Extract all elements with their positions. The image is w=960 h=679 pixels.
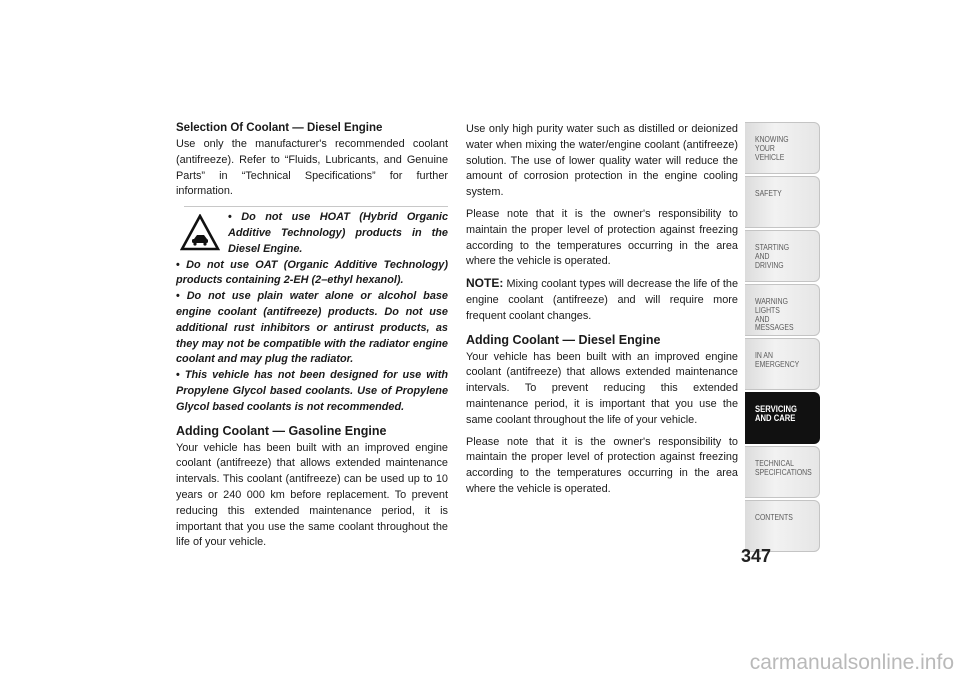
tab-contents[interactable]	[745, 500, 820, 552]
section-tabs	[745, 122, 820, 554]
tab-safety[interactable]	[745, 176, 820, 228]
tab-label: KNOWING YOUR VEHICLE	[755, 134, 789, 162]
tab-servicing-and-care[interactable]	[745, 392, 820, 444]
paragraph: Your vehicle has been built with an improved engine coolant (antifreeze) that allows extended maintenance intervals. This coolant (antifreeze) can be used up to 10 years or 240 000 km before replacement. To prevent reducing this extended maintenance period, it is important that you use the same coolant throughout the life of your vehicle.	[176, 441, 448, 549]
note-text: Mixing coolant types will decrease the life of the engine coolant (antifreeze) and will require more frequent coolant changes.	[466, 278, 738, 322]
warning-item: • This vehicle has not been designed for use with Propylene Glycol based coolants. Use of Propylene Glycol based coolants is not recommended.	[176, 369, 448, 413]
tab-knowing-your-vehicle[interactable]	[745, 122, 820, 174]
tab-warning-lights-and-messages[interactable]	[745, 284, 820, 336]
tab-label: TECHNICAL SPECIFICATIONS	[755, 458, 812, 477]
paragraph: Please note that it is the owner's responsibility to maintain the proper level of protection against freezing according to the temperatures occurring in the area where the vehicle is operated.	[466, 207, 738, 268]
divider	[184, 206, 448, 207]
tab-technical-specifications[interactable]	[745, 446, 820, 498]
warning-triangle-icon	[180, 214, 220, 252]
tab-label: SAFETY	[755, 188, 782, 198]
warning-box	[176, 210, 448, 415]
paragraph: Please note that it is the owner's responsibility to maintain the proper level of protection against freezing according to the temperatures occurring in the area where the vehicle is operated.	[466, 435, 738, 495]
warning-item: • Do not use plain water alone or alcohol base engine coolant (antifreeze) products. Do not use additional rust inhibitors or antirust products, as they may not be compatible with the radiator engine coolant and may plug the radiator.	[176, 290, 448, 366]
right-column	[466, 122, 738, 504]
warning-item: • Do not use HOAT (Hybrid Organic Additive Technology) products in the Diesel Engine.	[228, 211, 448, 255]
paragraph: Use only high purity water such as distilled or deionized water when mixing the water/engine coolant (antifreeze) solution. The use of lower quality water will reduce the amount of corrosion protection in the engine cooling system.	[466, 123, 738, 199]
tab-label: CONTENTS	[755, 512, 793, 522]
note-label: NOTE:	[466, 276, 504, 291]
warning-item: • Do not use OAT (Organic Additive Technology) products containing 2-EH (2–ethyl hexanol).	[176, 258, 448, 287]
tab-label: SERVICING AND CARE	[755, 404, 797, 423]
heading-selection-coolant: Selection Of Coolant — Diesel Engine	[176, 122, 383, 134]
tab-starting-and-driving[interactable]	[745, 230, 820, 282]
note-paragraph	[466, 276, 738, 324]
left-column	[176, 122, 448, 557]
heading-adding-coolant-gasoline: Adding Coolant — Gasoline Engine	[176, 423, 387, 438]
tab-label: WARNING LIGHTS AND MESSAGES	[755, 296, 794, 333]
tab-in-an-emergency[interactable]	[745, 338, 820, 390]
paragraph: Use only the manufacturer's recommended coolant (antifreeze). Refer to “Fluids, Lubricants, and Genuine Parts” in “Technical Specifications” for further information.	[176, 138, 448, 198]
page-number: 347	[741, 546, 772, 566]
paragraph: Your vehicle has been built with an improved engine coolant (antifreeze) that allows extended maintenance intervals. To prevent reducing this extended maintenance period, it is important that you use the same coolant throughout the life of your vehicle.	[466, 350, 738, 426]
heading-adding-coolant-diesel: Adding Coolant — Diesel Engine	[466, 332, 661, 347]
tab-label: STARTING AND DRIVING	[755, 242, 790, 270]
watermark: carmanualsonline.info	[749, 651, 954, 674]
tab-label: IN AN EMERGENCY	[755, 350, 800, 369]
